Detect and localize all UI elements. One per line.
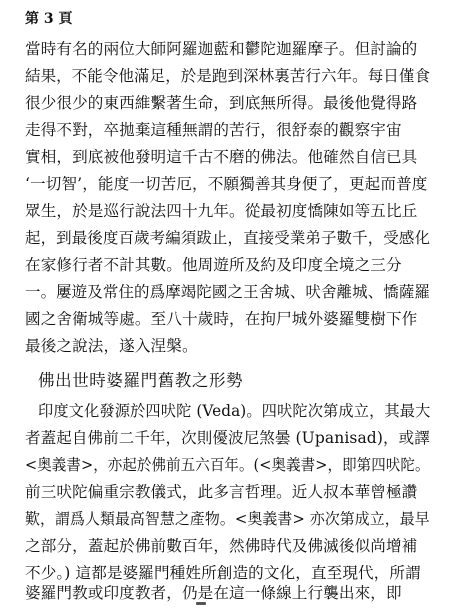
- text-line: 者蓋起自佛前二千年，次則優波尼煞曇 (Upanisad)，或譯: [25, 429, 430, 447]
- text-line: 走得不對，卒拋棄這種無謂的苦行，很舒泰的觀察宇宙: [25, 121, 402, 139]
- text-line: 眾生，於是巡行說法四十九年。從最初度憍陳如等五比丘: [25, 202, 418, 220]
- text-line: 國之舍衛城等處。至八十歲時，在拘尸城外婆羅雙樹下作: [25, 310, 418, 328]
- text-line: 歎，謂爲人類最高智慧之產物。<奥義書> 亦次第成立，最早: [25, 510, 430, 528]
- text-line: 之部分，蓋起於佛前數百年，然佛時代及佛滅後似尚增補: [25, 537, 418, 555]
- text-line: 當時有名的兩位大師阿羅迦藍和鬱陀迦羅摩子。但討論的: [25, 40, 418, 58]
- text-line: ‘一切智’，能度一切苦厄，不願獨善其身便了，更起而普度: [25, 175, 428, 193]
- text-line: <奥義書>，亦起於佛前五六百年。(<奥義書>，即第四吠陀。: [25, 456, 430, 474]
- text-line: 實相，到底被他發明這千古不磨的佛法。他確然自信已具: [25, 148, 418, 166]
- text-line: 婆羅門教或印度教者，仍是在這一條線上行襲出來，即: [25, 584, 402, 602]
- text-line: 印度文化發源於四吠陀 (Veda)。四吠陀次第成立，其最大: [38, 402, 431, 420]
- text-line: 最後之說法，遂入涅槃。: [25, 337, 198, 355]
- text-line: 結果，不能令他滿足，於是跑到深林裏苦行六年。每日僅食: [25, 67, 431, 85]
- text-line: 一。屢遊及常住的爲摩竭陀國之王舍城、吠舍離城、憍薩羅: [25, 283, 431, 301]
- text-line: 前三吠陀偏重宗教儀式，此多言哲理。近人叔本華曾極讚: [25, 483, 418, 501]
- text-line: 在家修行者不計其數。他周遊所及約及印度全境之三分: [25, 256, 402, 274]
- text-line: 不少。) 這都是婆羅門種姓所創造的文化，直至現代，所謂: [25, 564, 421, 582]
- page-mark: [196, 602, 206, 605]
- section-heading: 佛出世時婆羅門舊教之形勢: [38, 371, 244, 390]
- text-line: 很少很少的東西維繫著生命，到底無所得。最後他覺得路: [25, 94, 418, 112]
- text-line: 起，到最後度百歲考編須跋止，直接受業弟子數千，受感化: [25, 229, 431, 247]
- page-number: 第 3 頁: [25, 11, 73, 27]
